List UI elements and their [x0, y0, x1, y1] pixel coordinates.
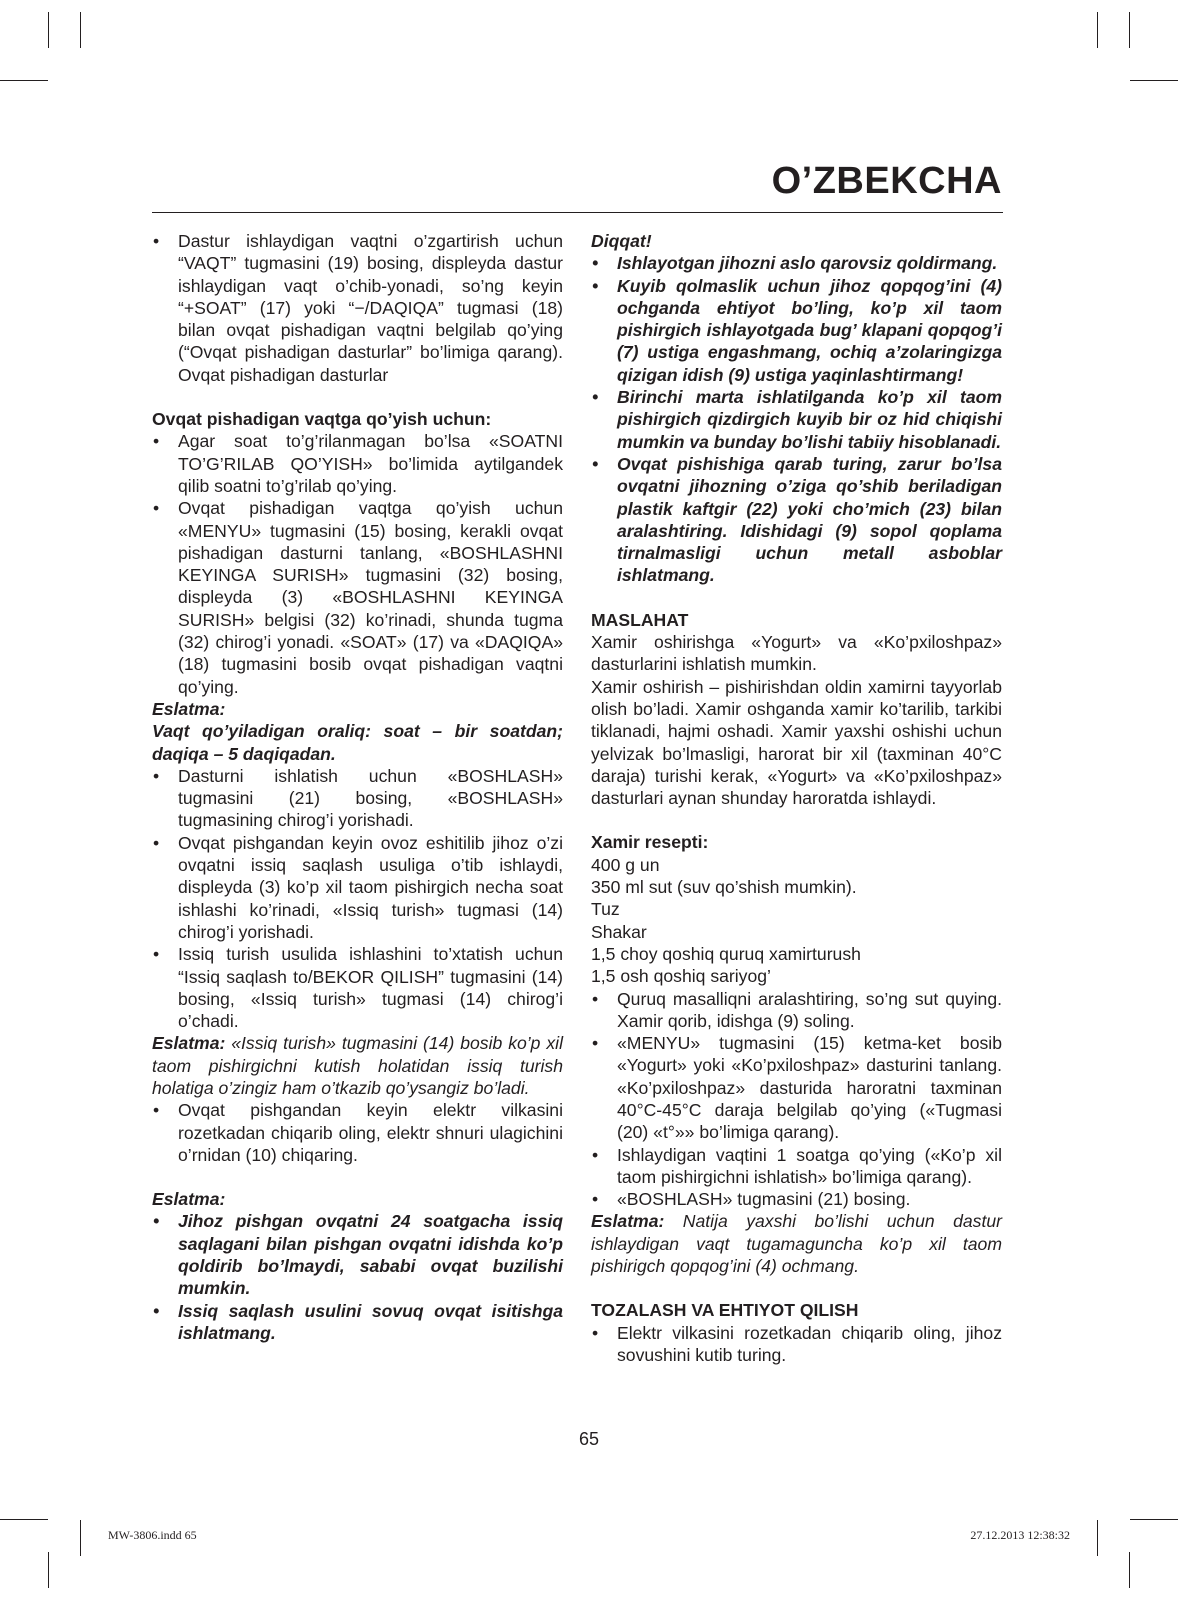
- note-text: «Issiq turish» tugmasini (14) bosib ko’p xil taom pishirgichni kutish holatidan issiq turish holatiga o’zingiz ham o’tkazib qo’ysangiz bo’ladi.: [152, 1033, 563, 1098]
- crop-mark: [1097, 12, 1098, 48]
- recipe-line: 400 g un: [591, 854, 660, 875]
- list-item: • «BOSHLASH» tugmasini (21) bosing.: [591, 1188, 1002, 1210]
- note-text: Natija yaxshi bo’lishi uchun dastur ishlaydigan vaqt tugamaguncha ko’p xil taom pishirigch qopqog’ini (4) ochmang.: [591, 1211, 1002, 1277]
- list-item: • Quruq masalliqni aralashtiring, so’ng sut quying. Xamir qorib, idishga (9) soling.: [591, 988, 1002, 1033]
- crop-mark: [1129, 12, 1130, 48]
- crop-mark: [48, 12, 49, 48]
- recipe-line: 1,5 choy qoshiq quruq xamirturush: [591, 943, 861, 964]
- list-item: • Kuyib qolmaslik uchun jihoz qopqog’ini (4) ochganda ehtiyot bo’ling, ko’p xil taom pishirgich ishlayotgada bug’ klapani qopqog’i (7) ustiga engashmang, ochiq a’zolaringizga qizigan idish (9) ustiga yaqinlashtirmang!: [591, 275, 1002, 386]
- warning-list: [591, 252, 1002, 586]
- paragraph: Xamir oshirishga «Yogurt» va «Ko’pxiloshpaz» dasturlarini ishlatish mumkin.: [591, 632, 1002, 675]
- intro-list: [152, 230, 563, 386]
- list-item: • Dasturni ishlatish uchun «BOSHLASH» tugmasini (21) bosing, «BOSHLASH» tugmasining chirog’i yorishadi.: [152, 765, 563, 832]
- crop-mark: [1129, 1552, 1130, 1588]
- start-list: [152, 765, 563, 1033]
- page-number: 65: [578, 1429, 600, 1449]
- unplug-list: [152, 1099, 563, 1166]
- list-item: • Birinchi marta ishlatilganda ko’p xil taom pishirgich qizdirgich kuyib bir oz hid chiqishi mumkin va bunday bo’lishi tabiiy hisoblanadi.: [591, 386, 1002, 453]
- note-label: Eslatma:: [152, 1189, 226, 1210]
- note-paragraph: [152, 1032, 563, 1099]
- crop-mark: [1130, 80, 1178, 81]
- note-list: [152, 1210, 563, 1344]
- list-item: • «MENYU» tugmasini (15) ketma-ket bosib «Yogurt» yoki «Ko’pxiloshpaz» dasturini tanlang. «Ko’pxiloshpaz» dasturida haroratni taxminan 40°C-45°C daraja belgilab qo’ying («Tugmasi (20) «t°»» bo’limiga qarang).: [591, 1032, 1002, 1143]
- section-heading: Ovqat pishadigan vaqtga qo’yish uchun:: [152, 409, 492, 430]
- section-heading: TOZALASH VA EHTIYOT QILISH: [591, 1300, 859, 1321]
- list-item: • Ishlayotgan jihozni aslo qarovsiz qoldirmang.: [591, 252, 1002, 274]
- list-item: • Issiq saqlash usulini sovuq ovqat isitishga ishlatmang.: [152, 1300, 563, 1345]
- crop-mark: [1130, 1519, 1178, 1520]
- list-item: • Ishlaydigan vaqtini 1 soatga qo’ying («Ko’p xil taom pishirgichni ishlatish» bo’limiga qarang).: [591, 1144, 1002, 1189]
- list-item: • Issiq turish usulida ishlashini to’xtatish uchun “Issiq saqlash to/BEKOR QILISH” tugmasini (14) bosing, «Issiq turish» tugmasi (14) chirog’i o’chadi.: [152, 943, 563, 1032]
- crop-mark: [80, 1520, 81, 1556]
- cleaning-list: [591, 1322, 1002, 1367]
- crop-mark: [80, 12, 81, 48]
- list-item: • Elektr vilkasini rozetkadan chiqarib oling, jihoz sovushini kutib turing.: [591, 1322, 1002, 1367]
- warning-label: Diqqat!: [591, 231, 652, 251]
- crop-mark: [1097, 1520, 1098, 1556]
- list-item: • Dastur ishlaydigan vaqtni o’zgartirish uchun “VAQT” tugmasini (19) bosing, displeyda dastur ishlaydigan vaqt o’chib-yonadi, so’ng keyin “+SOAT” (17) yoki “−/DAQIQA” tugmasi (18) bilan ovqat pishadigan vaqtni belgilab qo’ying (“Ovqat pishadigan dasturlar” bo’limiga qarang). Ovqat pishadigan dasturlar: [152, 230, 563, 386]
- crop-mark: [0, 80, 48, 81]
- list-item: • Agar soat to’g’rilanmagan bo’lsa «SOATNI TO’G’RILAB QO’YISH» bo’limida aytilgandek qilib soatni to’g’rilab qo’ying.: [152, 430, 563, 497]
- recipe-line: 350 ml sut (suv qo’shish mumkin).: [591, 877, 857, 898]
- paragraph: Xamir oshirish – pishirishdan oldin xamirni tayyorlab olish bo’ladi. Xamir oshganda xamir ko’tarilib, tarkibi tiklanadi, hajmi oshadi. Xamir yaxshi oshishi uchun yelvizak bo’lmasligi, harorat bir xil (taxminan 40°C daraja) turishi kerak, «Yogurt» va «Ko’pxiloshpaz» dasturlari aynan shunday haroratda ishlaydi.: [591, 676, 1002, 809]
- section-heading: MASLAHAT: [591, 609, 689, 630]
- recipe-list: [591, 988, 1002, 1211]
- note-text: Vaqt qo’yiladigan oraliq: soat – bir soatdan; daqiqa – 5 daqiqadan.: [152, 721, 563, 764]
- note-paragraph: [591, 1210, 1002, 1277]
- timer-list: [152, 430, 563, 698]
- recipe-line: Tuz: [591, 899, 620, 920]
- section-heading: Xamir resepti:: [591, 832, 709, 853]
- note-label: Eslatma:: [591, 1211, 665, 1232]
- print-timestamp: 27.12.2013 12:38:32: [970, 1528, 1070, 1542]
- recipe-line: Shakar: [591, 921, 647, 942]
- note-label: Eslatma:: [152, 1033, 226, 1054]
- recipe-line: 1,5 osh qoshiq sariyog’: [591, 966, 771, 987]
- crop-mark: [0, 1519, 48, 1520]
- list-item: • Jihoz pishgan ovqatni 24 soatgacha issiq saqlagani bilan pishgan ovqatni idishda ko’p qoldirib bo’lmaydi, sababi ovqat buzilishi mumkin.: [152, 1210, 563, 1299]
- left-column: [152, 230, 563, 1344]
- list-item: • Ovqat pishgandan keyin elektr vilkasini rozetkadan chiqarib oling, elektr shnuri ulagichini o’rnidan (10) chiqaring.: [152, 1099, 563, 1166]
- file-slug: MW-3806.indd 65: [108, 1528, 197, 1542]
- list-item: • Ovqat pishadigan vaqtga qo’yish uchun «MENYU» tugmasini (15) bosing, kerakli ovqat pishadigan dasturni tanlang, «BOSHLASHNI KEYINGA SURISH» tugmasini (32) bosing, displeyda (3) «BOSHLASHNI KEYINGA SURISH» belgisi (32) ko’rinadi, shunda tugma (32) chirog’i yonadi. «SOAT» (17) va «DAQIQA» (18) tugmasini bosib ovqat pishadigan vaqtni qo’ying.: [152, 497, 563, 698]
- right-column: [591, 230, 1002, 1366]
- note-label: Eslatma:: [152, 698, 226, 719]
- header-rule: [152, 212, 1003, 213]
- list-item: • Ovqat pishishiga qarab turing, zarur bo’lsa ovqatni jihozning o’ziga qo’shib beriladigan plastik kaftgir (22) yoki cho’mich (23) bilan aralashtiring. Idishidagi (9) sopol qoplama tirnalmasligi uchun metall asboblar ishlatmang.: [591, 453, 1002, 587]
- list-item: • Ovqat pishgandan keyin ovoz eshitilib jihoz o’zi ovqatni issiq saqlash usuliga o’tib ishlaydi, displeyda (3) ko’p xil taom pishirgich necha soat ishlashi ko’rinadi, «Issiq turish» tugmasi (14) chirog’i yorishadi.: [152, 832, 563, 943]
- crop-mark: [48, 1552, 49, 1588]
- language-header: O’ZBEKCHA: [771, 160, 1002, 202]
